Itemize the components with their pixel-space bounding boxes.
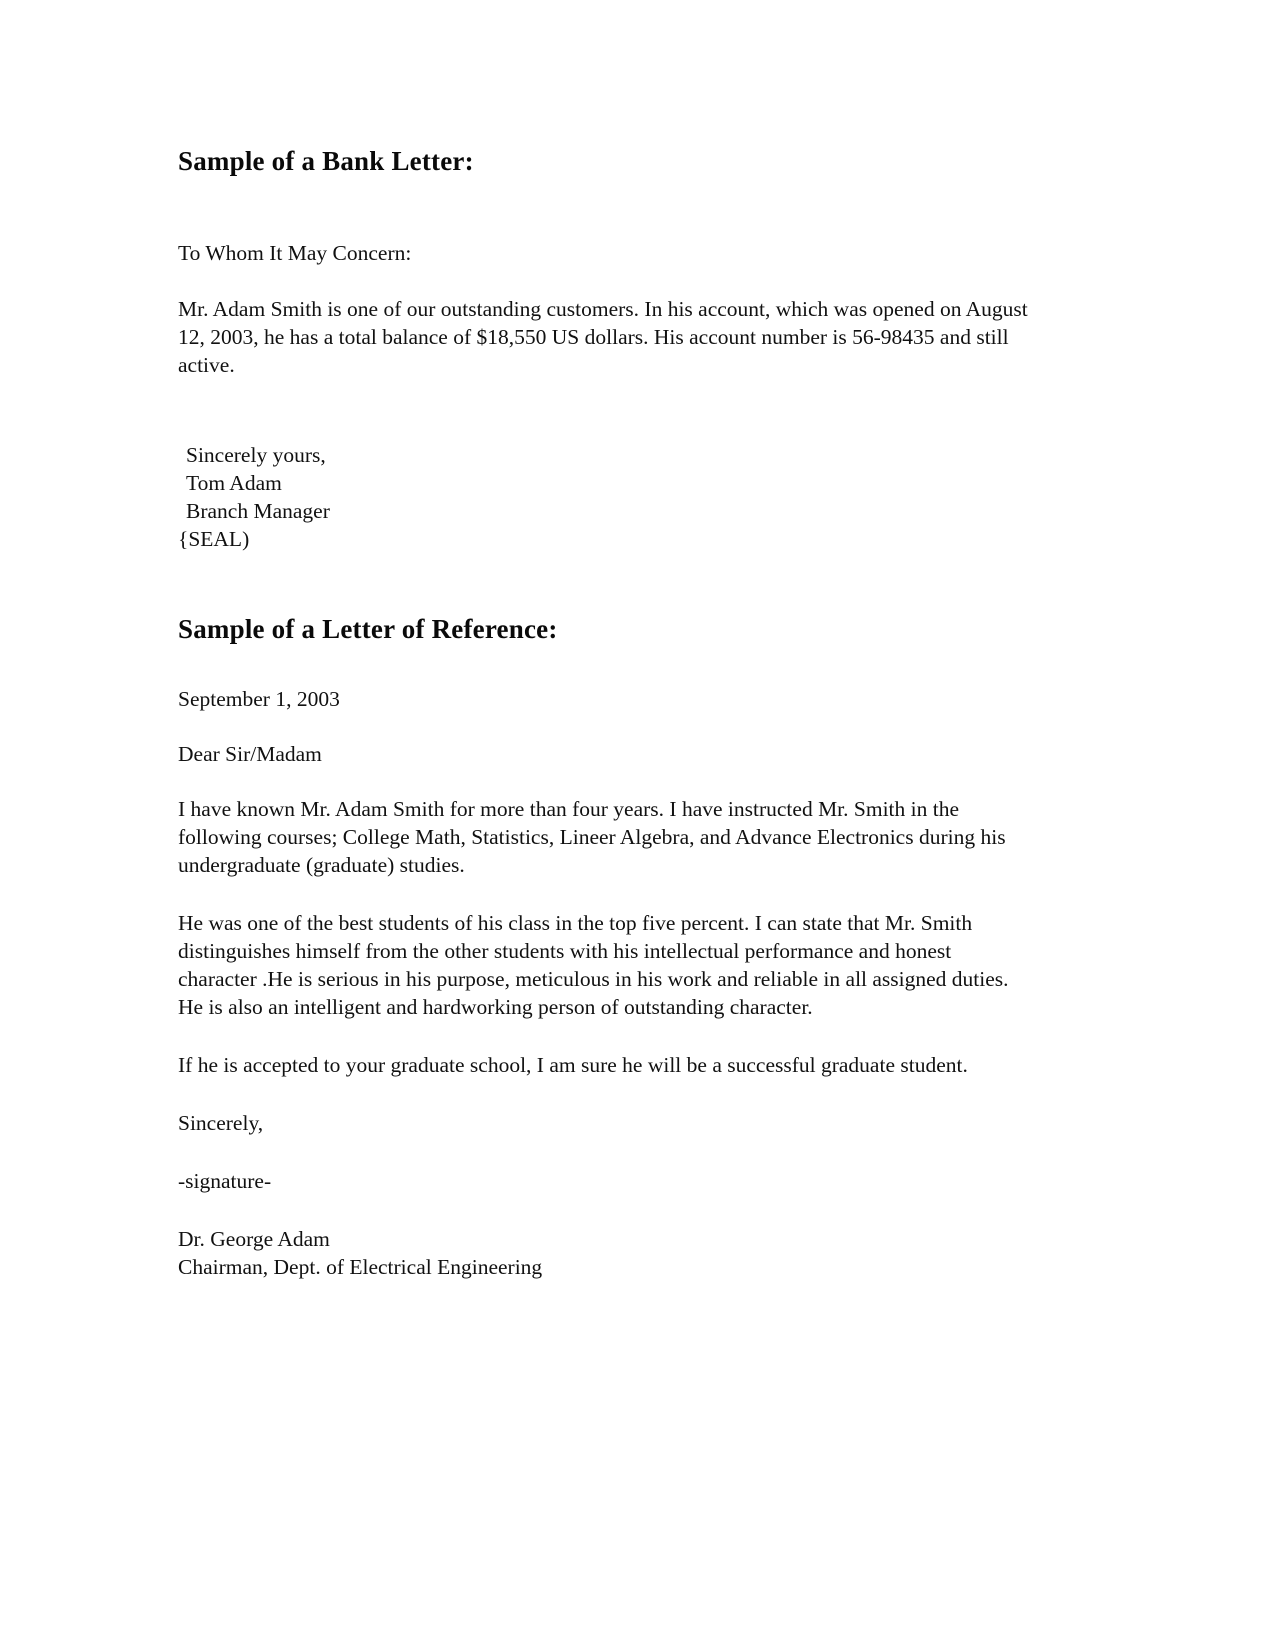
reference-paragraph-3: If he is accepted to your graduate school, I am sure he will be a successful graduate student. xyxy=(178,1053,968,1077)
closing-line-signer-title: Branch Manager xyxy=(186,499,330,523)
letter-date: September 1, 2003 xyxy=(178,687,340,711)
signature-placeholder: -signature- xyxy=(178,1169,272,1193)
reference-letter-salutation: Dear Sir/Madam xyxy=(178,742,322,766)
signer-block xyxy=(178,1225,1030,1281)
bank-letter-closing-block xyxy=(178,441,1030,553)
closing-line-signer-name: Tom Adam xyxy=(186,471,282,495)
reference-paragraph-2: He was one of the best students of his class in the top five percent. I can state that Mr. Smith distinguishes himself from the other students with his intellectual performance and honest character .He is serious in his purpose, meticulous in his work and reliable in all assigned duties. He is also an intelligent and hardworking person of outstanding character. xyxy=(178,911,1009,1019)
reference-letter-heading: Sample of a Letter of Reference: xyxy=(178,614,558,644)
signer-name: Dr. George Adam xyxy=(178,1227,330,1251)
bank-letter-body: Mr. Adam Smith is one of our outstanding customers. In his account, which was opened on August 12, 2003, he has a total balance of $18,550 US dollars. His account number is 56-98435 and still active. xyxy=(178,297,1028,377)
signer-title: Chairman, Dept. of Electrical Engineering xyxy=(178,1255,543,1279)
bank-letter-section xyxy=(178,143,1035,553)
reference-letter-closing: Sincerely, xyxy=(178,1111,264,1135)
reference-paragraph-1: I have known Mr. Adam Smith for more than four years. I have instructed Mr. Smith in the following courses; College Math, Statistics, Lineer Algebra, and Advance Electronics during his undergraduate (graduate) studies. xyxy=(178,797,1006,877)
closing-line-sincerely: Sincerely yours, xyxy=(186,443,326,467)
reference-letter-section xyxy=(178,611,1035,1281)
seal-placeholder: {SEAL) xyxy=(178,527,250,551)
bank-letter-salutation: To Whom It May Concern: xyxy=(178,241,412,265)
bank-letter-heading: Sample of a Bank Letter: xyxy=(178,146,474,176)
